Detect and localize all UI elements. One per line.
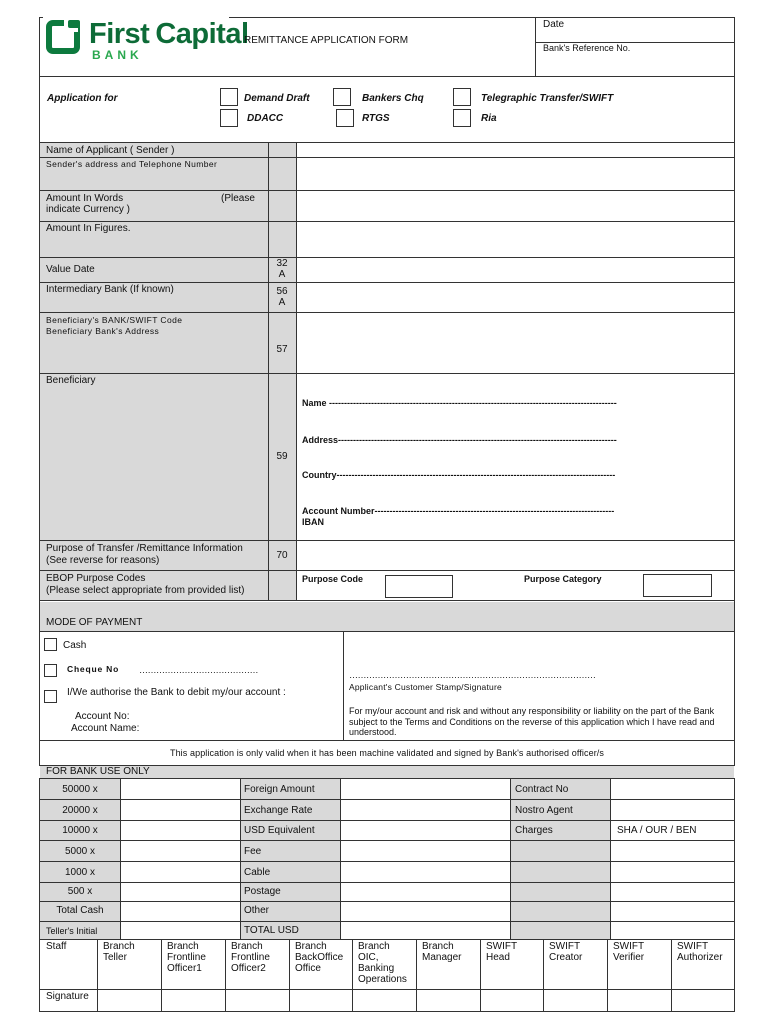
value-date-field[interactable]: [298, 258, 733, 281]
ddacc-checkbox[interactable]: [220, 109, 238, 127]
ria-label: Ria: [481, 113, 497, 124]
staff-header-swift-creator: SWIFT Creator: [549, 941, 583, 963]
value-date-label: Value Date: [46, 264, 95, 275]
sender-address-label: Sender's address and Telephone Number: [46, 159, 218, 169]
usd-equivalent-label: USD Equivalent: [244, 825, 315, 836]
intermediary-label: Intermediary Bank (If known): [46, 284, 174, 295]
bene-bank-address-label: Beneficiary Bank's Address: [46, 326, 160, 336]
validity-note: This application is only valid when it has been machine validated and signed by Bank's authorised officer/s: [169, 748, 604, 758]
staff-header-backoffice: Branch BackOffice Office: [295, 941, 344, 974]
beneficiary-label: Beneficiary: [46, 375, 96, 386]
signature-label: Signature: [46, 991, 89, 1002]
cheque-number-field[interactable]: ……………………………………: [139, 665, 258, 675]
staff-header-frontline1: Branch Frontline Officer1: [167, 941, 206, 974]
ref-label: Bank's Reference No.: [543, 43, 631, 53]
staff-header-swift-head: SWIFT Head: [486, 941, 517, 963]
staff-header-staff: Staff: [46, 941, 67, 952]
bene-account-line[interactable]: Account Number--------------------------------------------------------------------------------: [302, 506, 615, 516]
total-usd-label: TOTAL USD: [244, 925, 299, 936]
cheque-label: Cheque No: [67, 664, 120, 674]
stamp-signature-label: Applicant's Customer Stamp/Signature: [349, 682, 502, 692]
payment-title: MODE OF PAYMENT: [46, 617, 143, 628]
date-field[interactable]: [640, 18, 730, 40]
postage-label: Postage: [244, 886, 281, 897]
tt-swift-checkbox[interactable]: [453, 88, 471, 106]
bankers-chq-checkbox[interactable]: [333, 88, 351, 106]
contract-no-label: Contract No: [515, 784, 569, 795]
cash-label: Cash: [63, 640, 87, 651]
purpose-code-input[interactable]: [385, 575, 453, 598]
teller-initial-label: Teller's Initial: [46, 926, 98, 936]
purpose-code: 70: [276, 550, 288, 561]
form-title: REMITTANCE APPLICATION FORM: [244, 35, 409, 46]
purpose-label-note: (See reverse for reasons): [46, 555, 160, 566]
authorise-checkbox[interactable]: [44, 690, 57, 703]
amount-words-label: Amount In Words: [46, 193, 124, 204]
rtgs-checkbox[interactable]: [336, 109, 354, 127]
purpose-field[interactable]: [298, 541, 733, 569]
fee-label: Fee: [244, 846, 262, 857]
nostro-agent-label: Nostro Agent: [515, 805, 573, 816]
foreign-amount-label: Foreign Amount: [244, 784, 315, 795]
stamp-signature-line[interactable]: ……………………………………………………………………………: [349, 670, 596, 680]
bankers-chq-label: Bankers Chq: [362, 93, 424, 104]
disclaimer-text: For my/our account and risk and without any responsibility or liability on the part of the Bank subject to the Terms and Conditions on the reverse of this application which I have read and understood.: [349, 706, 715, 737]
bene-name-line[interactable]: Name ------------------------------------------------------------------------------------------------: [302, 398, 617, 408]
demand-draft-label: Demand Draft: [244, 93, 310, 104]
bene-address-line[interactable]: Address---------------------------------------------------------------------------------------------: [302, 435, 617, 445]
intermediary-code: 56 A: [276, 286, 288, 308]
charges-value: SHA / OUR / BEN: [617, 825, 697, 836]
amount-figures-field[interactable]: [298, 222, 733, 256]
purpose-category-input[interactable]: [643, 574, 712, 597]
bank-use-table: [39, 778, 735, 940]
denom-5000: 5000 x: [64, 846, 96, 857]
staff-header-swift-verifier: SWIFT Verifier: [613, 941, 645, 963]
ref-field[interactable]: [640, 43, 730, 73]
bene-bank-field[interactable]: [298, 313, 733, 372]
cash-checkbox[interactable]: [44, 638, 57, 651]
beneficiary-code: 59: [276, 451, 288, 462]
purpose-code-label: Purpose Code: [302, 574, 364, 584]
application-label: Application for: [47, 93, 118, 104]
bene-country-line[interactable]: Country---------------------------------------------------------------------------------------------: [302, 470, 616, 480]
staff-header-swift-authorizer: SWIFT Authorizer: [677, 941, 723, 963]
sender-name-label: Name of Applicant ( Sender ): [46, 145, 175, 156]
demand-draft-checkbox[interactable]: [220, 88, 238, 106]
denom-10000: 10000 x: [62, 825, 98, 836]
purpose-category-label: Purpose Category: [524, 574, 602, 584]
charges-label: Charges: [515, 825, 553, 836]
ebop-label: EBOP Purpose Codes: [46, 573, 146, 584]
staff-header-frontline2: Branch Frontline Officer2: [231, 941, 270, 974]
date-label: Date: [543, 19, 565, 30]
authorise-label: I/We authorise the Bank to debit my/our account :: [67, 687, 286, 698]
sender-name-field[interactable]: [298, 144, 733, 156]
denom-500: 500 x: [67, 886, 93, 897]
ddacc-label: DDACC: [247, 113, 284, 124]
cheque-checkbox[interactable]: [44, 664, 57, 677]
bene-bank-code: 57: [276, 344, 288, 355]
amount-words-currency: indicate Currency ): [46, 204, 130, 215]
staff-header-teller: Branch Teller: [103, 941, 135, 963]
brand-bank: BANK: [92, 48, 143, 62]
total-cash-label: Total Cash: [56, 905, 104, 916]
application-section: [39, 77, 735, 143]
ebop-label-note: (Please select appropriate from provided list): [46, 585, 245, 596]
amount-figures-label: Amount In Figures.: [46, 223, 131, 234]
purpose-label: Purpose of Transfer /Remittance Information: [46, 543, 243, 554]
denom-20000: 20000 x: [62, 805, 98, 816]
rtgs-label: RTGS: [362, 113, 390, 124]
exchange-rate-label: Exchange Rate: [244, 805, 313, 816]
denom-50000: 50000 x: [62, 784, 98, 795]
amount-words-field[interactable]: [298, 191, 733, 220]
account-name-label: Account Name:: [71, 723, 140, 734]
bank-logo: [46, 20, 82, 56]
ria-checkbox[interactable]: [453, 109, 471, 127]
sender-address-field[interactable]: [298, 158, 733, 189]
cable-label: Cable: [244, 867, 271, 878]
intermediary-field[interactable]: [298, 283, 733, 311]
value-date-code: 32 A: [276, 258, 288, 280]
account-field[interactable]: [160, 710, 338, 736]
amount-words-please: (Please: [221, 193, 255, 204]
denom-1000: 1000 x: [64, 867, 96, 878]
tt-swift-label: Telegraphic Transfer/SWIFT: [481, 93, 614, 104]
account-no-label: Account No:: [75, 711, 130, 722]
bene-swift-label: Beneficiary's BANK/SWIFT Code: [46, 315, 183, 325]
brand-name: First Capital: [89, 18, 249, 50]
staff-header-oic: Branch OIC, Banking Operations: [358, 941, 407, 985]
staff-header-manager: Branch Manager: [422, 941, 462, 963]
bene-iban-label: IBAN: [302, 517, 324, 527]
bank-use-title: FOR BANK USE ONLY: [46, 766, 150, 777]
other-label: Other: [244, 905, 270, 916]
